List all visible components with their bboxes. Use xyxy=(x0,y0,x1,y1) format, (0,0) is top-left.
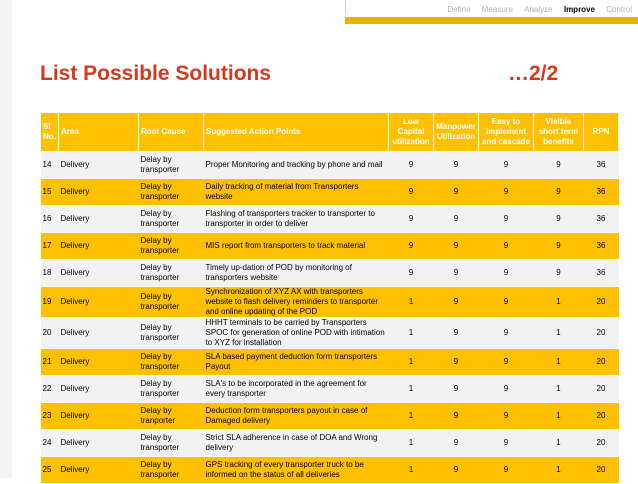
cell-rpn: 36 xyxy=(584,260,619,287)
table-row xyxy=(41,206,619,233)
cell-rpn: 20 xyxy=(584,287,619,318)
cell-area: Delivery xyxy=(59,430,139,457)
cell-rpn: 20 xyxy=(584,318,619,349)
cell-root-cause: Delay by transporter xyxy=(139,349,204,376)
cell-area: Delivery xyxy=(59,318,139,349)
cell-easy: 9 xyxy=(479,179,534,206)
cell-easy: 9 xyxy=(479,430,534,457)
cell-easy: 9 xyxy=(479,152,534,179)
cell-action: Deduction form transporters payout in case of Damaged delivery xyxy=(204,403,389,430)
cell-rpn: 20 xyxy=(584,430,619,457)
header-visible-benefits: Visible short term benefits xyxy=(534,113,584,152)
cell-area: Delivery xyxy=(59,179,139,206)
cell-action: SLA's to be incorporated in the agreement for every transporter xyxy=(204,376,389,403)
cell-rpn: 20 xyxy=(584,376,619,403)
cell-sl: 23 xyxy=(41,403,59,430)
cell-visible: 1 xyxy=(534,403,584,430)
cell-action: Strict SLA adherence in case of DOA and Wrong delivery xyxy=(204,430,389,457)
table-row xyxy=(41,152,619,179)
cell-rpn: 20 xyxy=(584,403,619,430)
cell-rpn: 36 xyxy=(584,233,619,260)
cell-low-capital: 9 xyxy=(389,260,434,287)
cell-low-capital: 1 xyxy=(389,318,434,349)
cell-sl: 14 xyxy=(41,152,59,179)
cell-visible: 1 xyxy=(534,349,584,376)
cell-manpower: 9 xyxy=(434,457,479,484)
cell-sl: 18 xyxy=(41,260,59,287)
header-sl-no: Sl No. xyxy=(41,113,59,152)
cell-action: Synchronization of XYZ AX with transporters website to flash delivery reminders to transporter and online updating of the POD xyxy=(204,287,389,318)
cell-area: Delivery xyxy=(59,206,139,233)
header-low-capital: Low Capital utilization xyxy=(389,113,434,152)
cell-root-cause: Delay by transporter xyxy=(139,152,204,179)
cell-easy: 9 xyxy=(479,318,534,349)
cell-sl: 17 xyxy=(41,233,59,260)
header-suggested-action: Suggested Action Points xyxy=(204,113,389,152)
cell-low-capital: 1 xyxy=(389,287,434,318)
cell-visible: 9 xyxy=(534,260,584,287)
solutions-table xyxy=(40,112,619,484)
cell-visible: 1 xyxy=(534,318,584,349)
cell-root-cause: Delay by transporter xyxy=(139,179,204,206)
cell-low-capital: 1 xyxy=(389,403,434,430)
cell-easy: 9 xyxy=(479,376,534,403)
cell-manpower: 9 xyxy=(434,233,479,260)
cell-easy: 9 xyxy=(479,403,534,430)
cell-easy: 9 xyxy=(479,206,534,233)
cell-sl: 25 xyxy=(41,457,59,484)
cell-action: Daily tracking of material from Transporters website xyxy=(204,179,389,206)
header-root-cause: Root Cause xyxy=(139,113,204,152)
cell-visible: 1 xyxy=(534,457,584,484)
table-row xyxy=(41,287,619,318)
cell-manpower: 9 xyxy=(434,260,479,287)
nav-control[interactable]: Control xyxy=(606,5,632,14)
cell-rpn: 36 xyxy=(584,206,619,233)
table-row xyxy=(41,430,619,457)
cell-manpower: 9 xyxy=(434,152,479,179)
cell-visible: 1 xyxy=(534,430,584,457)
table-row xyxy=(41,260,619,287)
cell-low-capital: 9 xyxy=(389,233,434,260)
cell-low-capital: 9 xyxy=(389,152,434,179)
cell-action: MIS report from transporters to track material xyxy=(204,233,389,260)
table-row xyxy=(41,233,619,260)
table-row xyxy=(41,376,619,403)
cell-area: Delivery xyxy=(59,233,139,260)
nav-improve[interactable]: Improve xyxy=(563,5,595,14)
cell-sl: 21 xyxy=(41,349,59,376)
cell-low-capital: 9 xyxy=(389,206,434,233)
cell-sl: 15 xyxy=(41,179,59,206)
cell-rpn: 20 xyxy=(584,457,619,484)
cell-action: Timely up-dation of POD by monitoring of transporters website xyxy=(204,260,389,287)
cell-sl: 24 xyxy=(41,430,59,457)
cell-action: Proper Monitoring and tracking by phone and mail xyxy=(204,152,389,179)
table-row xyxy=(41,403,619,430)
cell-visible: 1 xyxy=(534,376,584,403)
table-row xyxy=(41,349,619,376)
cell-low-capital: 9 xyxy=(389,179,434,206)
table-row xyxy=(41,179,619,206)
cell-action: HHHT terminals to be carried by Transporters SPOC for generation of online POD with intimation to XYZ for installation xyxy=(204,318,389,349)
cell-rpn: 20 xyxy=(584,349,619,376)
cell-manpower: 9 xyxy=(434,430,479,457)
cell-visible: 9 xyxy=(534,206,584,233)
cell-root-cause: Delay by tranporter xyxy=(139,403,204,430)
accent-bar xyxy=(345,17,638,24)
cell-root-cause: Delay by transporter xyxy=(139,376,204,403)
cell-action: SLA based payment deduction form transporters Payout xyxy=(204,349,389,376)
cell-visible: 9 xyxy=(534,233,584,260)
cell-easy: 9 xyxy=(479,457,534,484)
cell-easy: 9 xyxy=(479,287,534,318)
cell-sl: 22 xyxy=(41,376,59,403)
cell-visible: 1 xyxy=(534,287,584,318)
cell-action: Flashing of transporters tracker to transporter to transporter in order to deliver xyxy=(204,206,389,233)
cell-area: Delivery xyxy=(59,376,139,403)
cell-sl: 19 xyxy=(41,287,59,318)
cell-manpower: 9 xyxy=(434,403,479,430)
table-row xyxy=(41,318,619,349)
left-margin-strip xyxy=(0,0,12,478)
cell-visible: 9 xyxy=(534,152,584,179)
cell-manpower: 9 xyxy=(434,206,479,233)
cell-sl: 16 xyxy=(41,206,59,233)
cell-root-cause: Delay by transporter xyxy=(139,233,204,260)
cell-sl: 20 xyxy=(41,318,59,349)
header-easy-to-implement: Easy to implement and cascade xyxy=(479,113,534,152)
header-manpower: Manpower Utilization xyxy=(434,113,479,152)
cell-manpower: 9 xyxy=(434,179,479,206)
cell-low-capital: 1 xyxy=(389,457,434,484)
header-rpn: RPN xyxy=(584,113,619,152)
cell-visible: 9 xyxy=(534,179,584,206)
cell-low-capital: 1 xyxy=(389,430,434,457)
nav-define[interactable]: Define xyxy=(447,5,471,14)
cell-area: Delivery xyxy=(59,403,139,430)
slide-title: List Possible Solutions xyxy=(40,62,272,85)
cell-action: GPS tracking of every transporter truck to be informed on the status of all deliveries xyxy=(204,457,389,484)
cell-rpn: 36 xyxy=(584,179,619,206)
nav-measure[interactable]: Measure xyxy=(481,5,513,14)
phase-navigation xyxy=(438,5,632,14)
cell-manpower: 9 xyxy=(434,376,479,403)
nav-divider xyxy=(345,0,346,14)
cell-easy: 9 xyxy=(479,260,534,287)
cell-rpn: 36 xyxy=(584,152,619,179)
cell-root-cause: Delay by transporter xyxy=(139,260,204,287)
cell-root-cause: Delay by transporter xyxy=(139,287,204,318)
page-indicator: …2/2 xyxy=(508,62,559,85)
cell-manpower: 9 xyxy=(434,287,479,318)
solutions-table-container xyxy=(40,112,618,484)
header-area: Area xyxy=(59,113,139,152)
nav-analyze[interactable]: Analyze xyxy=(524,5,553,14)
table-row xyxy=(41,457,619,484)
cell-root-cause: Delay by transporter xyxy=(139,430,204,457)
cell-area: Delivery xyxy=(59,349,139,376)
table-header-row xyxy=(41,113,619,152)
cell-area: Delivery xyxy=(59,457,139,484)
cell-low-capital: 1 xyxy=(389,376,434,403)
cell-root-cause: Delay by transporter xyxy=(139,206,204,233)
cell-root-cause: Delay by transporter xyxy=(139,457,204,484)
cell-manpower: 9 xyxy=(434,318,479,349)
cell-area: Delivery xyxy=(59,152,139,179)
cell-root-cause: Delay by transporter xyxy=(139,318,204,349)
cell-low-capital: 1 xyxy=(389,349,434,376)
cell-easy: 9 xyxy=(479,233,534,260)
cell-area: Delivery xyxy=(59,287,139,318)
cell-manpower: 9 xyxy=(434,349,479,376)
cell-easy: 9 xyxy=(479,349,534,376)
cell-area: Delivery xyxy=(59,260,139,287)
